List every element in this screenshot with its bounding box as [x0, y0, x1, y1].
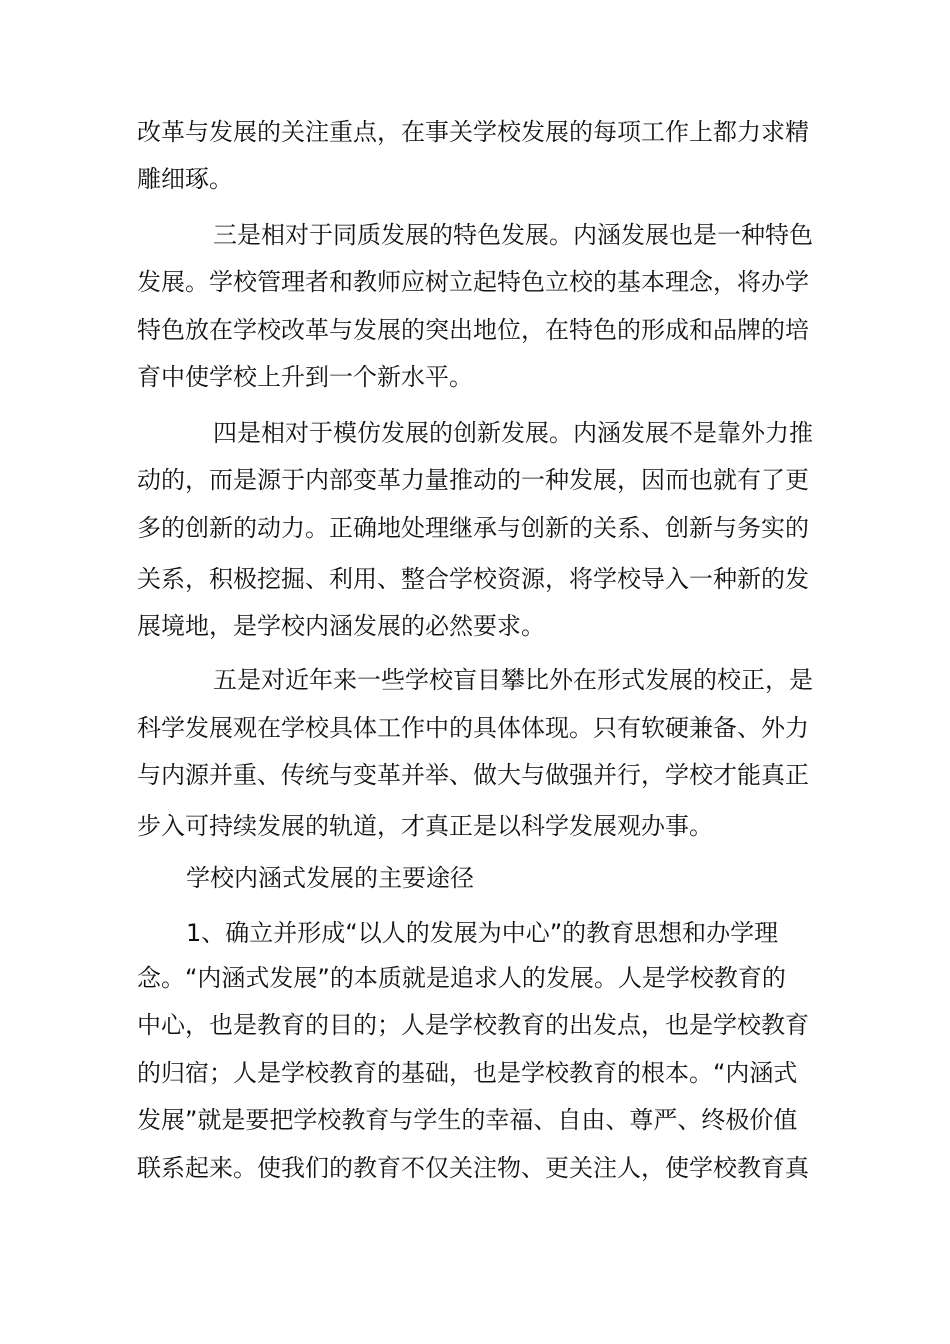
text-line: 多的创新的动力。正确地处理继承与创新的关系、创新与务实的: [137, 514, 809, 542]
text-line: 念。“内涵式发展”的本质就是追求人的发展。人是学校教育的: [137, 964, 786, 992]
section-heading: 学校内涵式发展的主要途径: [186, 864, 474, 892]
text-line: 与内源并重、传统与变革并举、做大与做强并行，学校才能真正: [137, 761, 809, 789]
text-line: 的归宿；人是学校教育的基础，也是学校教育的根本。“内涵式: [137, 1059, 798, 1087]
text-line: 发展”就是要把学校教育与学生的幸福、自由、尊严、终极价值: [137, 1106, 798, 1134]
paragraph-first-line: 五是对近年来一些学校盲目攀比外在形式发展的校正，是: [213, 666, 813, 694]
text-line: 特色放在学校改革与发展的突出地位，在特色的形成和品牌的培: [137, 316, 809, 344]
text-line: 发展。学校管理者和教师应树立起特色立校的基本理念，将办学: [137, 268, 809, 296]
text-line: 联系起来。使我们的教育不仅关注物、更关注人，使学校教育真: [137, 1154, 809, 1182]
paragraph-first-line: 四是相对于模仿发展的创新发展。内涵发展不是靠外力推: [213, 419, 813, 447]
paragraph-first-line: 1、确立并形成“以人的发展为中心”的教育思想和办学理: [186, 919, 779, 947]
text-line: 中心，也是教育的目的；人是学校教育的出发点，也是学校教育: [137, 1011, 809, 1039]
text-line: 动的，而是源于内部变革力量推动的一种发展，因而也就有了更: [137, 466, 809, 494]
text-line: 步入可持续发展的轨道，才真正是以科学发展观办事。: [137, 812, 713, 840]
text-line: 雕细琢。: [137, 165, 233, 193]
text-line: 关系，积极挖掘、利用、整合学校资源，将学校导入一种新的发: [137, 565, 809, 593]
text-line: 改革与发展的关注重点，在事关学校发展的每项工作上都力求精: [137, 118, 809, 146]
text-line: 展境地，是学校内涵发展的必然要求。: [137, 612, 545, 640]
text-line: 科学发展观在学校具体工作中的具体体现。只有软硬兼备、外力: [137, 714, 809, 742]
text-line: 育中使学校上升到一个新水平。: [137, 363, 473, 391]
paragraph-first-line: 三是相对于同质发展的特色发展。内涵发展也是一种特色: [213, 221, 813, 249]
